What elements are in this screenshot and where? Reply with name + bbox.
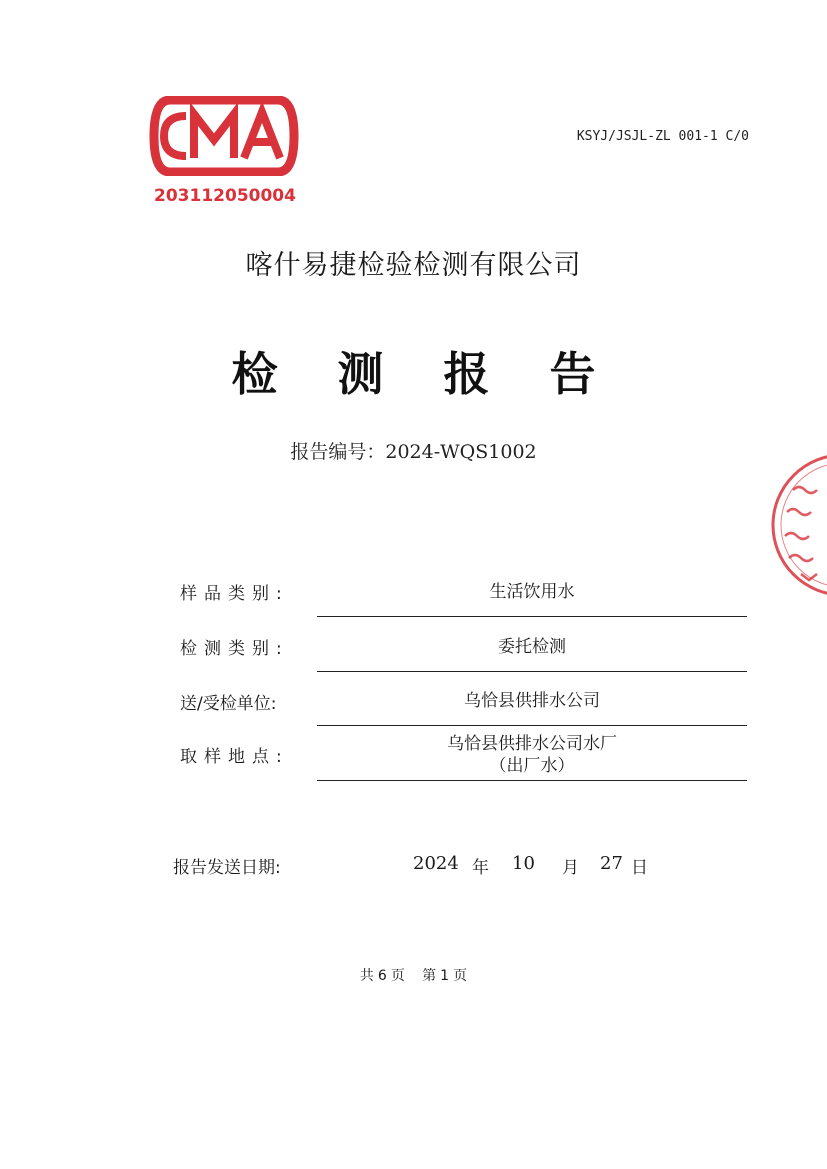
issue-date-label: 报告发送日期: (173, 858, 281, 878)
sampling-location-line1: 乌恰县供排水公司水厂 (447, 734, 617, 754)
report-number (0, 437, 827, 464)
sample-category-label: 样品类别: (180, 584, 289, 604)
sample-category-value: 生活饮用水 (489, 582, 575, 602)
company-name: 喀什易捷检验检测有限公司 (245, 250, 582, 281)
sampling-location-line2: （出厂水） (489, 756, 575, 776)
pager-total-prefix: 共 (359, 968, 374, 984)
report-number-label: 报告编号： (290, 441, 386, 463)
report-number-value: 2024-WQS1002 (385, 441, 537, 463)
issue-date-month: 10 (512, 853, 535, 874)
cma-seal (146, 96, 304, 214)
pager-unit: 页 (390, 968, 405, 984)
field-underline (317, 780, 747, 781)
client-unit-label: 送/受检单位: (180, 694, 277, 714)
pager-current: 1 (440, 968, 450, 984)
pager-current-prefix: 第 (422, 968, 437, 984)
document-code: KSYJ/JSJL-ZL 001-1 C/0 (576, 129, 749, 144)
field-underline (317, 671, 747, 672)
cma-logo-icon (148, 96, 300, 176)
issue-date-year: 2024 (413, 853, 459, 874)
field-underline (317, 725, 747, 726)
field-underline (317, 616, 747, 617)
issue-date-month-unit: 月 (562, 858, 579, 878)
pager-total: 6 (377, 968, 387, 984)
client-unit-value: 乌恰县供排水公司 (464, 691, 600, 711)
sampling-location-label: 取样地点: (180, 747, 289, 767)
issue-date-day: 27 (600, 853, 623, 874)
sampling-location-value (317, 733, 747, 777)
issue-date-day-unit: 日 (631, 858, 648, 878)
issue-date-year-unit: 年 (472, 858, 489, 878)
cma-number: 203112050004 (154, 186, 296, 206)
test-category-label: 检测类别: (180, 639, 289, 659)
page-title: 检 测 报 告 (231, 347, 618, 401)
page-indicator (0, 965, 827, 985)
pager-unit: 页 (453, 968, 468, 984)
test-category-value: 委托检测 (498, 637, 566, 657)
official-stamp-icon (765, 450, 827, 600)
